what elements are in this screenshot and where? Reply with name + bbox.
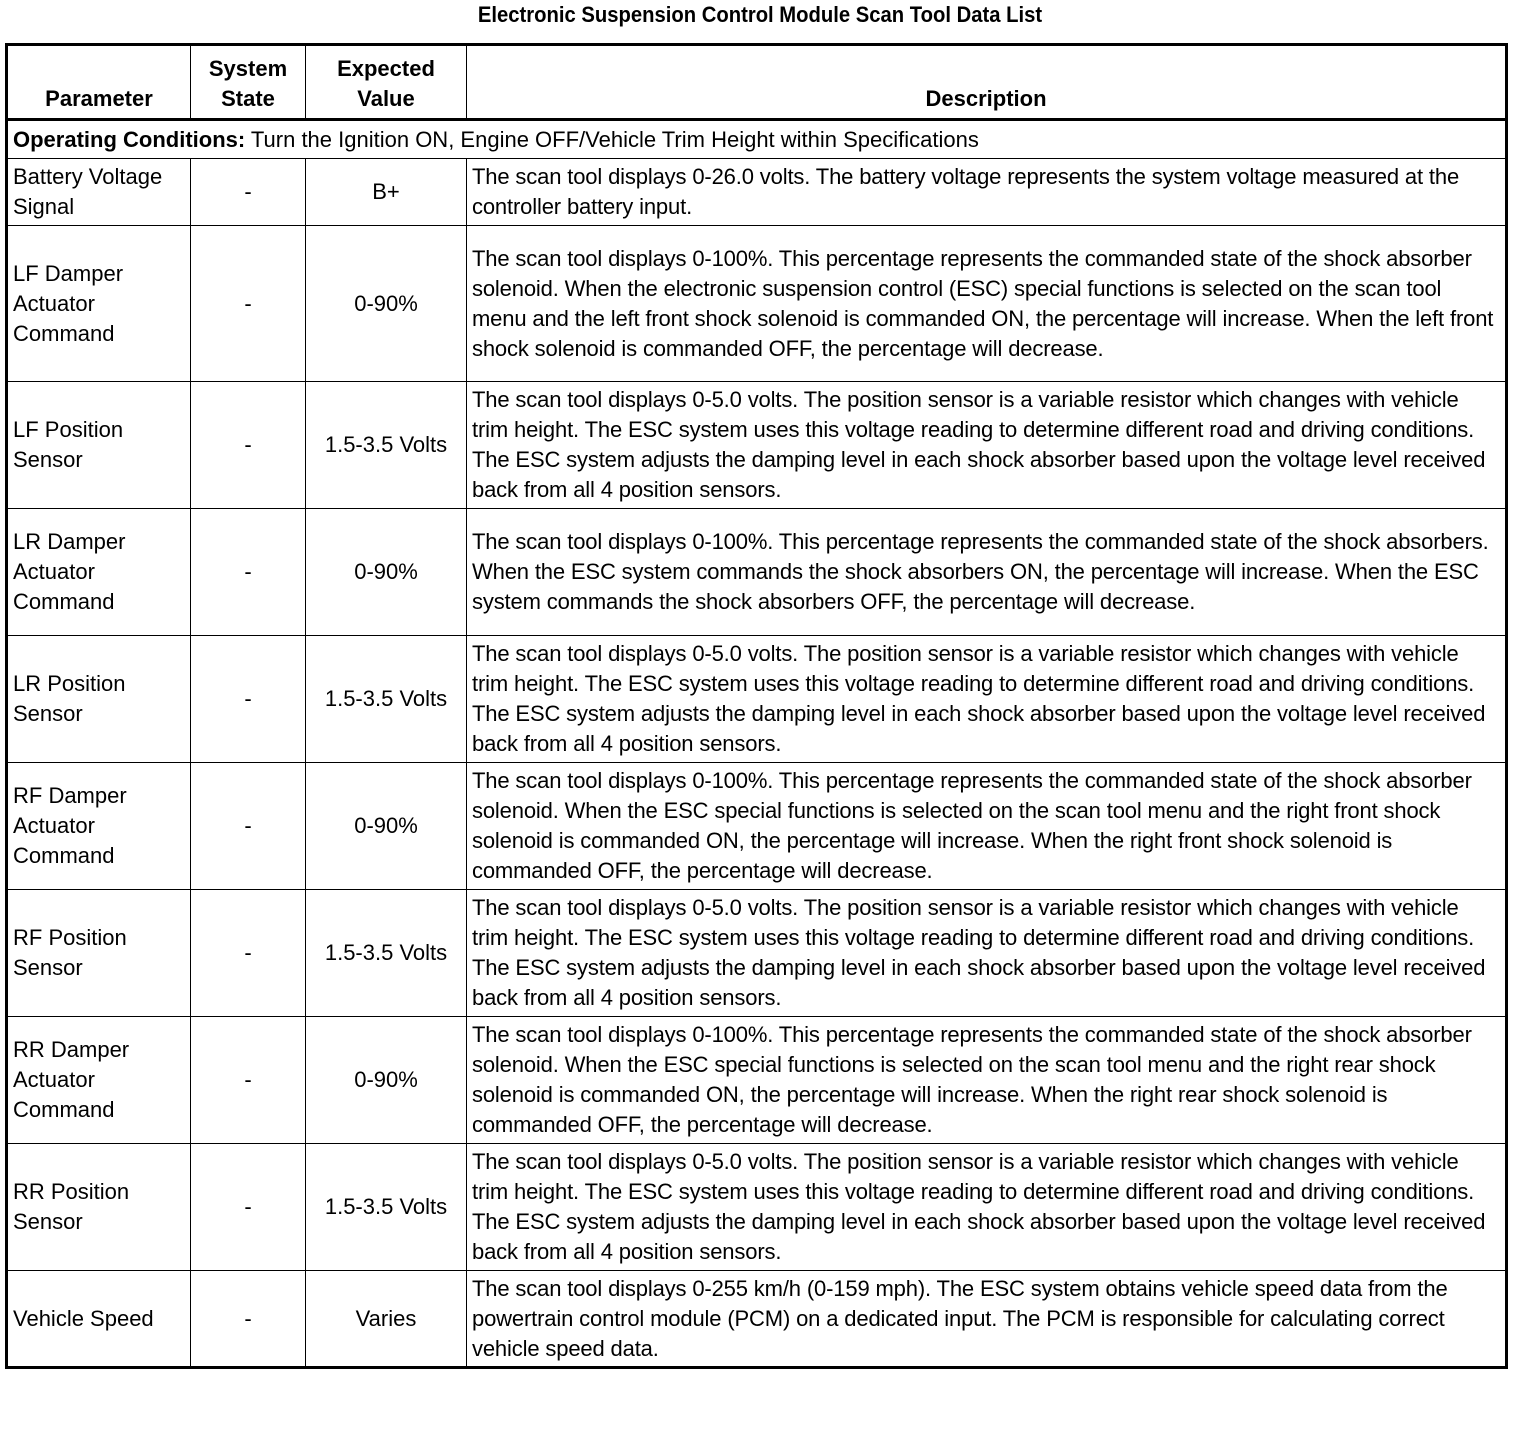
description-cell bbox=[467, 636, 1507, 763]
description-text: The scan tool displays 0-5.0 volts. The position sensor is a variable resistor which changes with vehicle trim height. The ESC system uses this voltage reading to determine different road and driving conditions. The ESC system adjusts the damping level in each shock absorber based upon the voltage level received back from all 4 position sensors. bbox=[472, 641, 1486, 756]
table-row bbox=[7, 382, 1507, 509]
operating-conditions-label: Operating Conditions: bbox=[13, 126, 246, 152]
parameter-cell: LF Position Sensor bbox=[7, 382, 191, 509]
header-parameter: Parameter bbox=[7, 45, 191, 120]
description-cell bbox=[467, 890, 1507, 1017]
header-expected-value: Expected Value bbox=[306, 45, 467, 120]
table-row bbox=[7, 159, 1507, 226]
table-row bbox=[7, 890, 1507, 1017]
system-state-cell: - bbox=[191, 159, 306, 226]
expected-value-cell: 0-90% bbox=[306, 763, 467, 890]
parameter-cell: Vehicle Speed bbox=[7, 1271, 191, 1368]
parameter-cell: Battery Voltage Signal bbox=[7, 159, 191, 226]
system-state-cell: - bbox=[191, 1271, 306, 1368]
description-text: The scan tool displays 0-255 km/h (0-159 mph). The ESC system obtains vehicle speed data from the powertrain control module (PCM) on a dedicated input. The PCM is responsible for calculating correct vehicle speed data. bbox=[472, 1275, 1448, 1361]
expected-value-cell: B+ bbox=[306, 159, 467, 226]
operating-conditions bbox=[7, 120, 1507, 159]
operating-conditions-text: Turn the Ignition ON, Engine OFF/Vehicle Trim Height within Specifications bbox=[245, 126, 979, 152]
description-text: The scan tool displays 0-5.0 volts. The position sensor is a variable resistor which changes with vehicle trim height. The ESC system uses this voltage reading to determine different road and driving conditions. The ESC system adjusts the damping level in each shock absorber based upon the voltage level received back from all 4 position sensors. bbox=[472, 387, 1486, 502]
table-row bbox=[7, 1017, 1507, 1144]
table-row bbox=[7, 763, 1507, 890]
description-text: The scan tool displays 0-5.0 volts. The position sensor is a variable resistor which changes with vehicle trim height. The ESC system uses this voltage reading to determine different road and driving conditions. The ESC system adjusts the damping level in each shock absorber based upon the voltage level received back from all 4 position sensors. bbox=[472, 895, 1486, 1010]
description-cell bbox=[467, 1144, 1507, 1271]
system-state-cell: - bbox=[191, 763, 306, 890]
description-text: The scan tool displays 0-26.0 volts. The battery voltage represents the system voltage measured at the controller battery input. bbox=[472, 164, 1460, 219]
parameter-cell: LF Damper Actuator Command bbox=[7, 226, 191, 382]
parameter-cell: LR Position Sensor bbox=[7, 636, 191, 763]
expected-value-cell: 1.5-3.5 Volts bbox=[306, 890, 467, 1017]
expected-value-cell: 0-90% bbox=[306, 1017, 467, 1144]
system-state-cell: - bbox=[191, 1017, 306, 1144]
description-text: The scan tool displays 0-5.0 volts. The position sensor is a variable resistor which changes with vehicle trim height. The ESC system uses this voltage reading to determine different road and driving conditions. The ESC system adjusts the damping level in each shock absorber based upon the voltage level received back from all 4 position sensors. bbox=[472, 1149, 1486, 1264]
document-title: Electronic Suspension Control Module Scan Tool Data List bbox=[477, 2, 1043, 27]
table-header-row bbox=[7, 45, 1507, 120]
expected-value-cell: 0-90% bbox=[306, 226, 467, 382]
header-system-state: System State bbox=[191, 45, 306, 120]
parameter-cell: RR Position Sensor bbox=[7, 1144, 191, 1271]
system-state-cell: - bbox=[191, 890, 306, 1017]
parameter-cell: RF Position Sensor bbox=[7, 890, 191, 1017]
system-state-cell: - bbox=[191, 1144, 306, 1271]
operating-conditions-row bbox=[7, 120, 1507, 159]
description-text: The scan tool displays 0-100%. This percentage represents the commanded state of the shock absorber solenoid. When the ESC special functions is selected on the scan tool menu and the right front shock solenoid is commanded ON, the percentage will increase. When the right front shock solenoid is commanded OFF, the percentage will decrease. bbox=[472, 768, 1472, 883]
description-cell bbox=[467, 1017, 1507, 1144]
table-row bbox=[7, 636, 1507, 763]
scan-tool-data-table bbox=[5, 43, 1508, 1369]
expected-value-cell: 1.5-3.5 Volts bbox=[306, 636, 467, 763]
description-cell bbox=[467, 509, 1507, 636]
description-cell bbox=[467, 382, 1507, 509]
expected-value-cell: 1.5-3.5 Volts bbox=[306, 382, 467, 509]
parameter-cell: RF Damper Actuator Command bbox=[7, 763, 191, 890]
expected-value-cell: Varies bbox=[306, 1271, 467, 1368]
header-description: Description bbox=[467, 45, 1507, 120]
table-row bbox=[7, 1144, 1507, 1271]
description-cell bbox=[467, 1271, 1507, 1368]
description-cell bbox=[467, 226, 1507, 382]
expected-value-cell: 1.5-3.5 Volts bbox=[306, 1144, 467, 1271]
description-text: The scan tool displays 0-100%. This percentage represents the commanded state of the shock absorbers. When the ESC system commands the shock absorbers ON, the percentage will increase. When the ESC system commands the shock absorbers OFF, the percentage will decrease. bbox=[472, 529, 1489, 614]
system-state-cell: - bbox=[191, 636, 306, 763]
table-row bbox=[7, 1271, 1507, 1368]
system-state-cell: - bbox=[191, 382, 306, 509]
table-row bbox=[7, 509, 1507, 636]
table-row bbox=[7, 226, 1507, 382]
parameter-cell: RR Damper Actuator Command bbox=[7, 1017, 191, 1144]
parameter-cell: LR Damper Actuator Command bbox=[7, 509, 191, 636]
expected-value-cell: 0-90% bbox=[306, 509, 467, 636]
description-cell bbox=[467, 763, 1507, 890]
description-cell bbox=[467, 159, 1507, 226]
system-state-cell: - bbox=[191, 509, 306, 636]
description-text: The scan tool displays 0-100%. This percentage represents the commanded state of the shock absorber solenoid. When the ESC special functions is selected on the scan tool menu and the right rear shock solenoid is commanded ON, the percentage will increase. When the right rear shock solenoid is commanded OFF, the percentage will decrease. bbox=[472, 1022, 1472, 1137]
system-state-cell: - bbox=[191, 226, 306, 382]
description-text: The scan tool displays 0-100%. This percentage represents the commanded state of the shock absorber solenoid. When the electronic suspension control (ESC) special functions is selected on the scan tool menu and the left front shock solenoid is commanded ON, the percentage will increase. When the left front shock solenoid is commanded OFF, the percentage will decrease. bbox=[472, 245, 1494, 361]
